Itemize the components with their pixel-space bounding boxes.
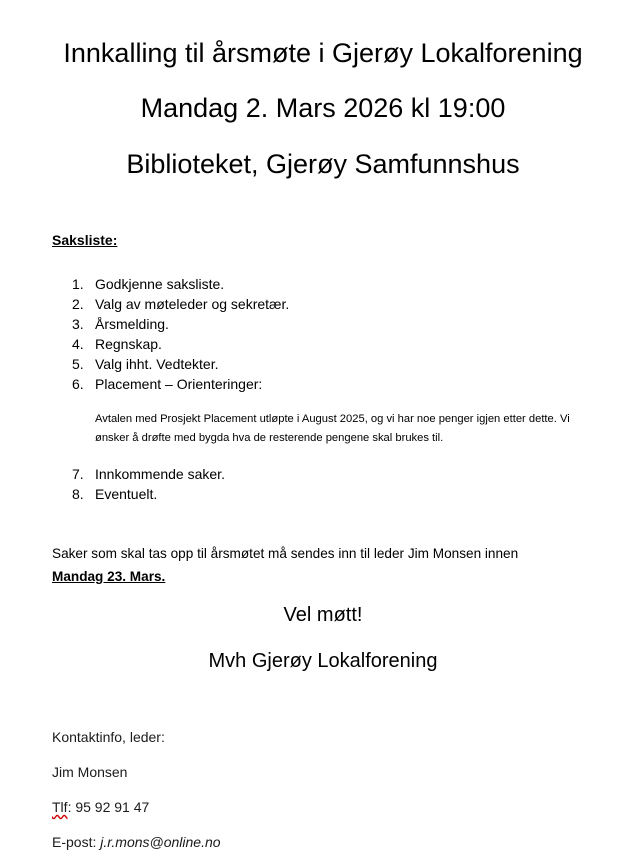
agenda-item [72, 274, 224, 294]
email-address[interactable]: j.r.mons@online.no [100, 834, 221, 850]
agenda-item-text: Godkjenne saksliste. [95, 276, 225, 292]
agenda-item-text: Valg av møteleder og sekretær. [95, 296, 290, 312]
agenda-title: Saksliste: [52, 232, 118, 248]
agenda-item-number: 3. [72, 316, 84, 332]
agenda-item [72, 374, 262, 394]
agenda-item-number: 2. [72, 296, 84, 312]
agenda-item-text: Eventuelt. [95, 486, 158, 502]
email-label: E-post: [52, 834, 101, 850]
deadline-date: Mandag 23. Mars. [52, 569, 166, 584]
deadline-text: Saker som skal tas opp til årsmøtet må sendes inn til leder Jim Monsen innen [52, 546, 519, 561]
agenda-item-number: 7. [72, 466, 84, 482]
meeting-datetime: Mandag 2. Mars 2026 kl 19:00 [140, 93, 506, 123]
welcome-text: Vel møtt! [283, 604, 363, 626]
contact-label: Kontaktinfo, leder: [52, 729, 165, 745]
agenda-item [72, 314, 169, 334]
meeting-location: Biblioteket, Gjerøy Samfunnshus [126, 149, 520, 179]
deadline-paragraph [52, 542, 612, 588]
agenda-item-number: 5. [72, 356, 84, 372]
agenda-item-text: Årsmelding. [95, 316, 169, 332]
agenda-item-text: Valg ihht. Vedtekter. [95, 356, 219, 372]
agenda-item-text: Placement – Orienteringer: [95, 376, 263, 392]
agenda-item [72, 464, 225, 484]
phone-number: : 95 92 91 47 [67, 799, 150, 815]
placement-note: Avtalen med Prosjekt Placement utløpte i August 2025, og vi har noe penger igjen etter dette. Vi ønsker å drøfte med bygda hva de resterende pengene skal brukes til. [95, 413, 570, 444]
contact-phone [52, 798, 149, 816]
agenda-item [72, 484, 157, 504]
agenda-item [72, 354, 219, 374]
agenda-item-number: 4. [72, 336, 84, 352]
agenda-item [72, 334, 162, 354]
contact-email [52, 833, 221, 851]
agenda-item [72, 294, 289, 314]
contact-name: Jim Monsen [52, 764, 128, 780]
agenda-item-number: 8. [72, 486, 84, 502]
document-title: Innkalling til årsmøte i Gjerøy Lokalforening [63, 38, 583, 68]
agenda-item-number: 6. [72, 376, 84, 392]
agenda-item-number: 1. [72, 276, 84, 292]
agenda-item-text: Innkommende saker. [95, 466, 225, 482]
agenda-item-text: Regnskap. [95, 336, 162, 352]
signoff-text: Mvh Gjerøy Lokalforening [208, 650, 438, 672]
phone-label: Tlf [52, 799, 68, 815]
